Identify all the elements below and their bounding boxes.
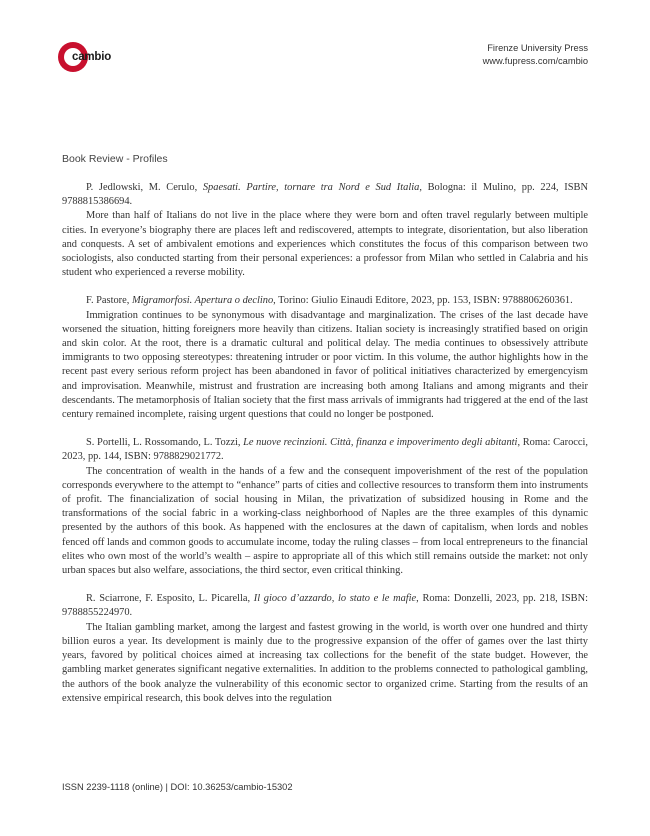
review-1: [62, 181, 588, 280]
cambio-logo: [58, 42, 118, 76]
review-citation: F. Pastore, Migramorfosi. Apertura o declino, Torino: Giulio Einaudi Editore, 2023, pp. 153, ISBN: 9788806260361.: [86, 295, 573, 307]
review-citation: R. Sciarrone, F. Esposito, L. Picarella, Il gioco d’azzardo, lo stato e le mafie, Roma: Donzelli, 2023, pp. 218, ISBN: 9788855224970.: [62, 593, 588, 619]
section-title: Book Review - Profiles: [62, 153, 168, 165]
publisher-url[interactable]: www.fupress.com/cambio: [482, 55, 588, 66]
book-title: Migramorfosi. Apertura o declino: [131, 295, 274, 307]
book-title: Le nuove recinzioni. Città, finanza e impoverimento degli abitanti: [243, 437, 518, 449]
review-text: Immigration continues to be synonymous with disadvantage and marginalization. The crises of the last decade have worsened the situation, hitting foreigners more heavily than citizens. Italian society is increasingly stratified based on origin and skin color. At the root, there is a dramatic cultural and political delay. The media continues to obsessively attribute immigrants to two opposing stereotypes: threatening intruder or poor victim. In this volume, the author highlights how in the recent past every serious reform project has been abandoned in favor of political initiatives characterized by emergencyism and improvisation. Meanwhile, mistrust and frustration are increasing both among Italians and among migrants and their descendants. The metamorphosis of Italian society that the first mass arrivals of immigrants had triggered at the end of the last century remained incomplete, raising urgent questions that could no longer be postponed.: [62, 309, 588, 421]
book-title: Il gioco d’azzardo, lo stato e le mafie: [253, 593, 417, 605]
review-3: [62, 436, 588, 578]
review-text: The Italian gambling market, among the largest and fastest growing in the world, is worth over one hundred and thirty billion euros a year. Its development is mainly due to the progressive expansion of the offer of games over the last thirty years, favored by political choices aimed at increasing tax collections for the benefit of the state budget. However, the gambling market generates significant negative externalities. In addition to the problems connected to pathological gambling, the authors of the book analyze the vulnerability of this economic sector to organized crime. Starting from the results of an extensive empirical research, this book delves into the regulation: [62, 621, 588, 704]
publisher-info: [483, 42, 588, 67]
review-text: The concentration of wealth in the hands of a few and the consequent impoverishment of the rest of the population corresponds everywhere to the attempt to “enhance” parts of cities and collective resources to transform them into instruments of profit. The financialization of social housing in Milan, the privatization of subsidized housing in Rome and the transformations of the social fabric in a working-class neighborhood of Naples are the three examples of this dynamic presented by the authors of this book. As happened with the enclosures at the dawn of capitalism, when lords and nobles fenced off lands and common goods to accumulate income, today the ruling classes – from local entrepreneurs to the financial elites who own most of the world’s wealth – aspire to appropriate all of this which still remains outside the market: not only urban spaces but also welfare, associations, the third sector, even critical thinking.: [62, 465, 588, 577]
review-4: [62, 592, 588, 706]
book-title: Spaesati. Partire, tornare tra Nord e Sud Italia: [202, 182, 420, 193]
review-citation: S. Portelli, L. Rossomando, L. Tozzi, Le nuove recinzioni. Città, finanza e impoverimento degli abitanti, Roma: Carocci, 2023, pp. 144, ISBN: 9788829021772.: [62, 437, 589, 463]
review-2: [62, 294, 588, 422]
footer-issn-doi: ISSN 2239-1118 (online) | DOI: 10.36253/cambio-15302: [62, 782, 293, 792]
publisher-name: Firenze University Press: [487, 43, 588, 53]
logo-wordmark: cambio: [72, 51, 112, 63]
review-text: More than half of Italians do not live in the place where they were born and often travel regularly between multiple cities. In everyone’s biography there are places left and rediscovered, attempts to integrate, disorientation, but also liberation and conquests. A set of ambivalent emotions and experiences which constitutes the focus of this comparison between two sociologists, also conducted starting from their personal experiences: a professor from Milan who settled in Calabria and his student who experienced a reverse mobility.: [62, 210, 588, 279]
reviews-body: [62, 181, 588, 720]
review-citation: P. Jedlowski, M. Cerulo, Spaesati. Partire, tornare tra Nord e Sud Italia, Bologna: il Mulino, pp. 224, ISBN 9788815386694.: [62, 182, 588, 208]
